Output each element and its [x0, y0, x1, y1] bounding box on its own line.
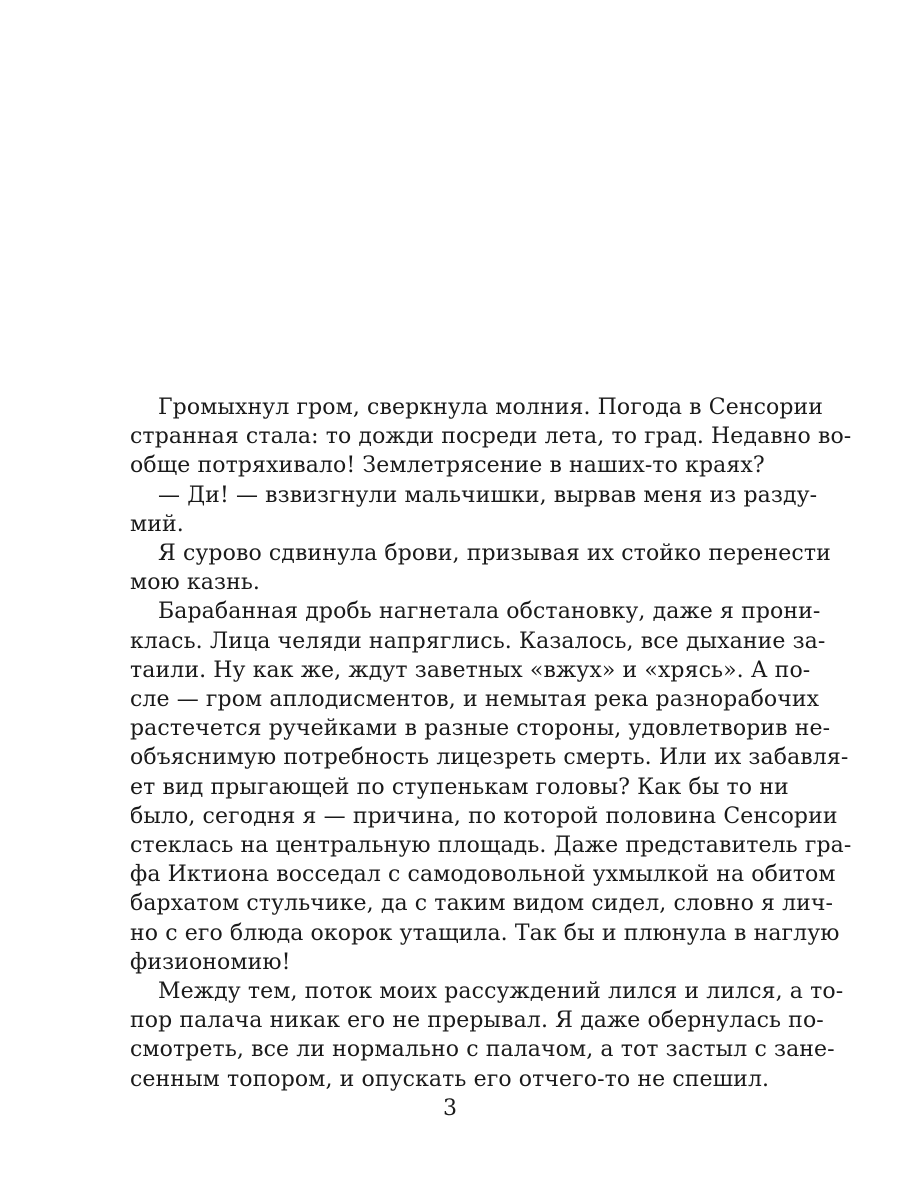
text-line: бархатом стульчике, да с таким видом сидел, словно я лич- [130, 891, 834, 917]
text-line: мий. [130, 511, 184, 537]
text-line: клась. Лица челяди напряглись. Казалось, все дыхание за- [130, 628, 826, 654]
text-line: растечется ручейками в разные стороны, удовлетворив не- [130, 716, 831, 742]
paragraph [130, 597, 852, 977]
page-number: 3 [443, 1096, 457, 1121]
paragraph [130, 393, 852, 481]
text-line: Барабанная дробь нагнетала обстановку, даже я прони- [158, 599, 821, 625]
text-line: стеклась на центральную площадь. Даже представитель гра- [130, 833, 852, 859]
text-line: объяснимую потребность лицезреть смерть. Или их забавля- [130, 745, 849, 771]
text-line: пор палача никак его не прерывал. Я даже обернулась по- [130, 1008, 824, 1034]
text-line: сенным топором, и опускать его отчего-то не спешил. [130, 1066, 770, 1092]
text-line: но с его блюда окорок утащила. Так бы и плюнула в наглую [130, 920, 840, 946]
body-text [130, 393, 852, 1094]
paragraph [130, 977, 844, 1094]
text-line: смотреть, все ли нормально с палачом, а тот застыл с зане- [130, 1037, 835, 1063]
text-line: — Ди! — взвизгнули мальчишки, вырвав меня из разду- [158, 482, 818, 508]
text-line: сле — гром аплодисментов, и немытая река разнорабочих [130, 687, 820, 713]
text-line: Между тем, поток моих рассуждений лился и лился, а то- [158, 979, 844, 1005]
text-line: мою казнь. [130, 570, 261, 596]
text-line: было, сегодня я — причина, по которой половина Сенсории [130, 803, 838, 829]
text-line: фа Иктиона восседал с самодовольной ухмылкой на обитом [130, 862, 836, 888]
text-line: странная стала: то дожди посреди лета, то град. Недавно во- [130, 424, 852, 450]
text-line: физиономию! [130, 949, 291, 975]
paragraph [130, 481, 818, 539]
text-line: Я сурово сдвинула брови, призывая их стойко перенести [158, 541, 831, 567]
paragraph [130, 539, 831, 597]
text-line: обще потряхивало! Землетрясение в наших-то краях? [130, 453, 765, 479]
text-line: таили. Ну как же, ждут заветных «вжух» и «хрясь». А по- [130, 657, 811, 683]
text-line: ет вид прыгающей по ступенькам головы? Как бы то ни [130, 774, 789, 800]
text-line: Громыхнул гром, сверкнула молния. Погода в Сенсории [158, 395, 824, 420]
